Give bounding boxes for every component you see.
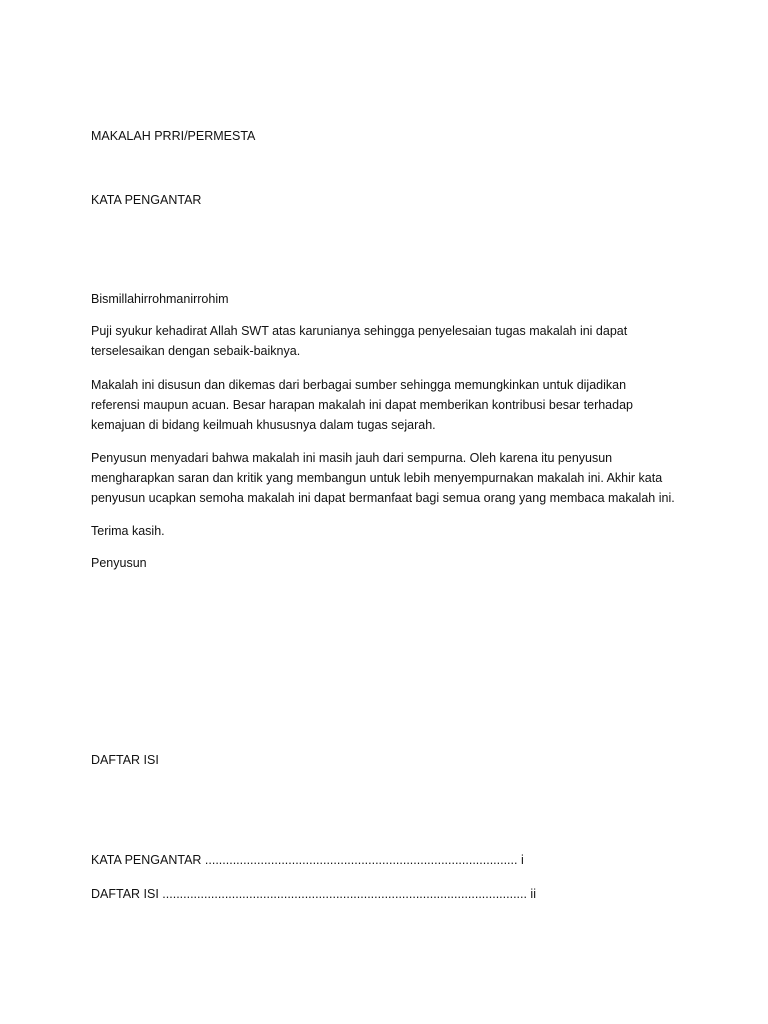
- paragraph-1: [91, 321, 691, 361]
- paragraph-2-line: kemajuan di bidang keilmuah khususnya dalam tugas sejarah.: [91, 418, 436, 432]
- closing-text: Terima kasih.: [91, 524, 165, 538]
- toc-entry-daftar-isi: DAFTAR ISI ......................................................................................................... ii: [91, 887, 536, 901]
- paragraph-2: [91, 375, 691, 435]
- signature-text: Penyusun: [91, 556, 147, 570]
- document-title: MAKALAH PRRI/PERMESTA: [91, 129, 256, 143]
- paragraph-3-line: penyusun ucapkan semoha makalah ini dapat bermanfaat bagi semua orang yang membaca makalah ini.: [91, 491, 675, 505]
- heading-daftar-isi: DAFTAR ISI: [91, 753, 159, 767]
- paragraph-2-line: Makalah ini disusun dan dikemas dari berbagai sumber sehingga memungkinkan untuk dijadikan: [91, 378, 627, 392]
- paragraph-1-line: terselesaikan dengan sebaik-baiknya.: [91, 344, 301, 358]
- paragraph-2-line: referensi maupun acuan. Besar harapan makalah ini dapat memberikan kontribusi besar terhadap: [91, 398, 633, 412]
- greeting-text: Bismillahirrohmanirrohim: [91, 292, 229, 306]
- toc-entry-kata-pengantar: KATA PENGANTAR .......................................................................................... i: [91, 853, 524, 867]
- paragraph-3-line: Penyusun menyadari bahwa makalah ini masih jauh dari sempurna. Oleh karena itu penyusun: [91, 451, 613, 465]
- paragraph-1-line: Puji syukur kehadirat Allah SWT atas karunianya sehingga penyelesaian tugas makalah ini dapat: [91, 324, 628, 338]
- heading-kata-pengantar: KATA PENGANTAR: [91, 193, 202, 207]
- paragraph-3-line: mengharapkan saran dan kritik yang membangun untuk lebih menyempurnakan makalah ini. Akhir kata: [91, 471, 663, 485]
- paragraph-3: [91, 448, 691, 508]
